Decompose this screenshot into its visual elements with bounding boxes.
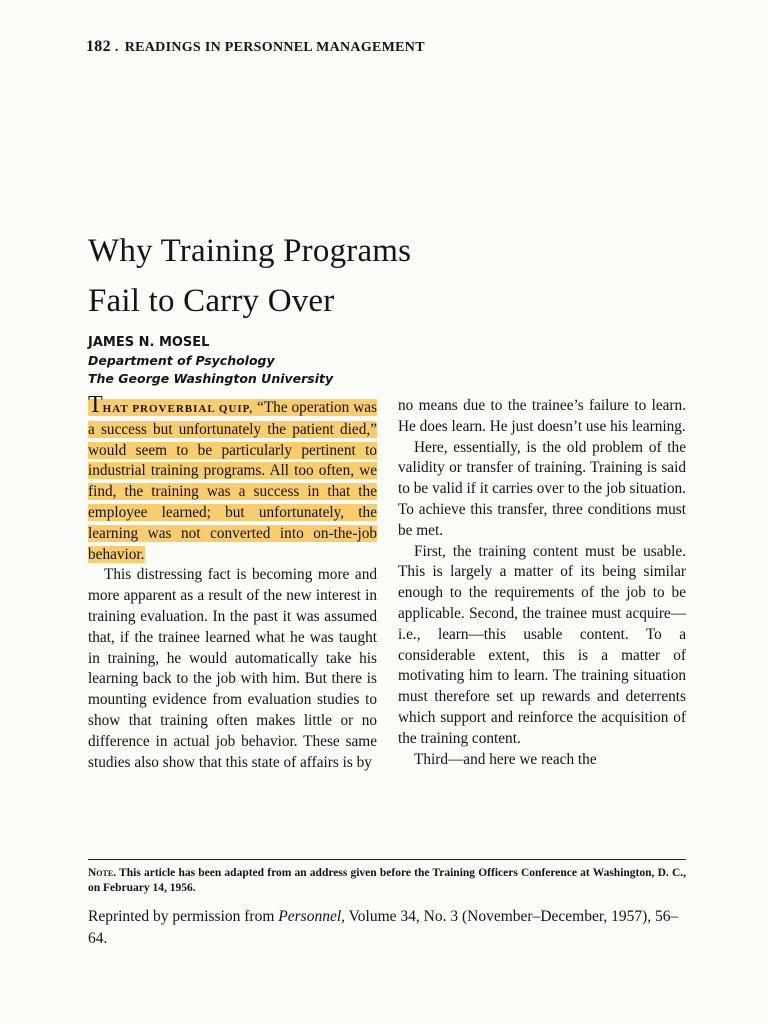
opening-text: “The operation was a success but unfortunately the patient died,” would seem to be particularly pertinent to industrial training programs. All too often, we find, the training was a success in that the employee learned; but unfortunately, the learning was not converted into on-the-job behavior.	[88, 399, 377, 563]
drop-cap: T	[88, 392, 103, 418]
footnote	[88, 866, 686, 896]
reprint-prefix: Reprinted by permission from	[88, 908, 279, 925]
journal-name: Personnel,	[278, 908, 346, 925]
page-number: 182	[86, 38, 111, 55]
author-name: JAMES N. MOSEL	[88, 335, 210, 350]
running-head-title: READINGS IN PERSONNEL MANAGEMENT	[124, 40, 425, 55]
body-paragraph-4: First, the training content must be usable. This is largely a matter of its being similar enough to the requirements of the job to be applicable. Second, the trainee must acquire—i.e., learn—this usable content. To a considerable extent, this is a matter of motivating him to learn. The training situation must therefore set up rewards and deterrents which support and reinforce the acquisition of the training content.	[398, 542, 686, 747]
reprint-notice	[88, 906, 688, 950]
body-paragraph-2-continued: no means due to the trainee’s failure to learn. He does learn. He just doesn’t use his learning.	[398, 397, 686, 435]
article-title-line-1: Why Training Programs	[88, 233, 412, 269]
body-paragraph-2: This distressing fact is becoming more and more apparent as a result of the new interest in training evaluation. In the past it was assumed that, if the trainee learned what he was taught in training, he would automatically take his learning back to the job with him. But there is mounting evidence from evaluation studies to show that training often makes little or no difference in actual job behavior. These same studies also show that this state of affairs is by	[88, 566, 377, 771]
body-paragraph-3: Here, essentially, is the old problem of the validity or transfer of training. Training is said to be valid if it carries over to the job situation. To achieve this transfer, three conditions must be met.	[398, 438, 686, 539]
affiliation-university: The George Washington University	[88, 371, 334, 386]
body-paragraph-5: Third—and here we reach the	[414, 750, 597, 768]
footnote-rule	[88, 859, 686, 860]
article-title-line-2: Fail to Carry Over	[88, 283, 335, 319]
footnote-text: This article has been adapted from an address given before the Training Officers Conference at Washington, D. C., on February 14, 1956.	[88, 867, 686, 894]
running-head	[86, 38, 425, 56]
affiliation-department: Department of Psychology	[88, 353, 275, 368]
highlighted-passage	[88, 392, 377, 563]
reprint-citation: Volume 34, No. 3 (November–December, 1957), 56–64.	[88, 908, 679, 947]
article-title	[88, 226, 648, 326]
body-column-right	[398, 396, 686, 770]
opening-small-caps: HAT PROVERBIAL QUIP,	[102, 403, 254, 415]
opening-paragraph	[88, 392, 377, 565]
footnote-label: Note.	[88, 867, 117, 879]
body-column-left	[88, 392, 377, 773]
separator-dot: .	[114, 40, 119, 55]
byline	[88, 334, 333, 388]
